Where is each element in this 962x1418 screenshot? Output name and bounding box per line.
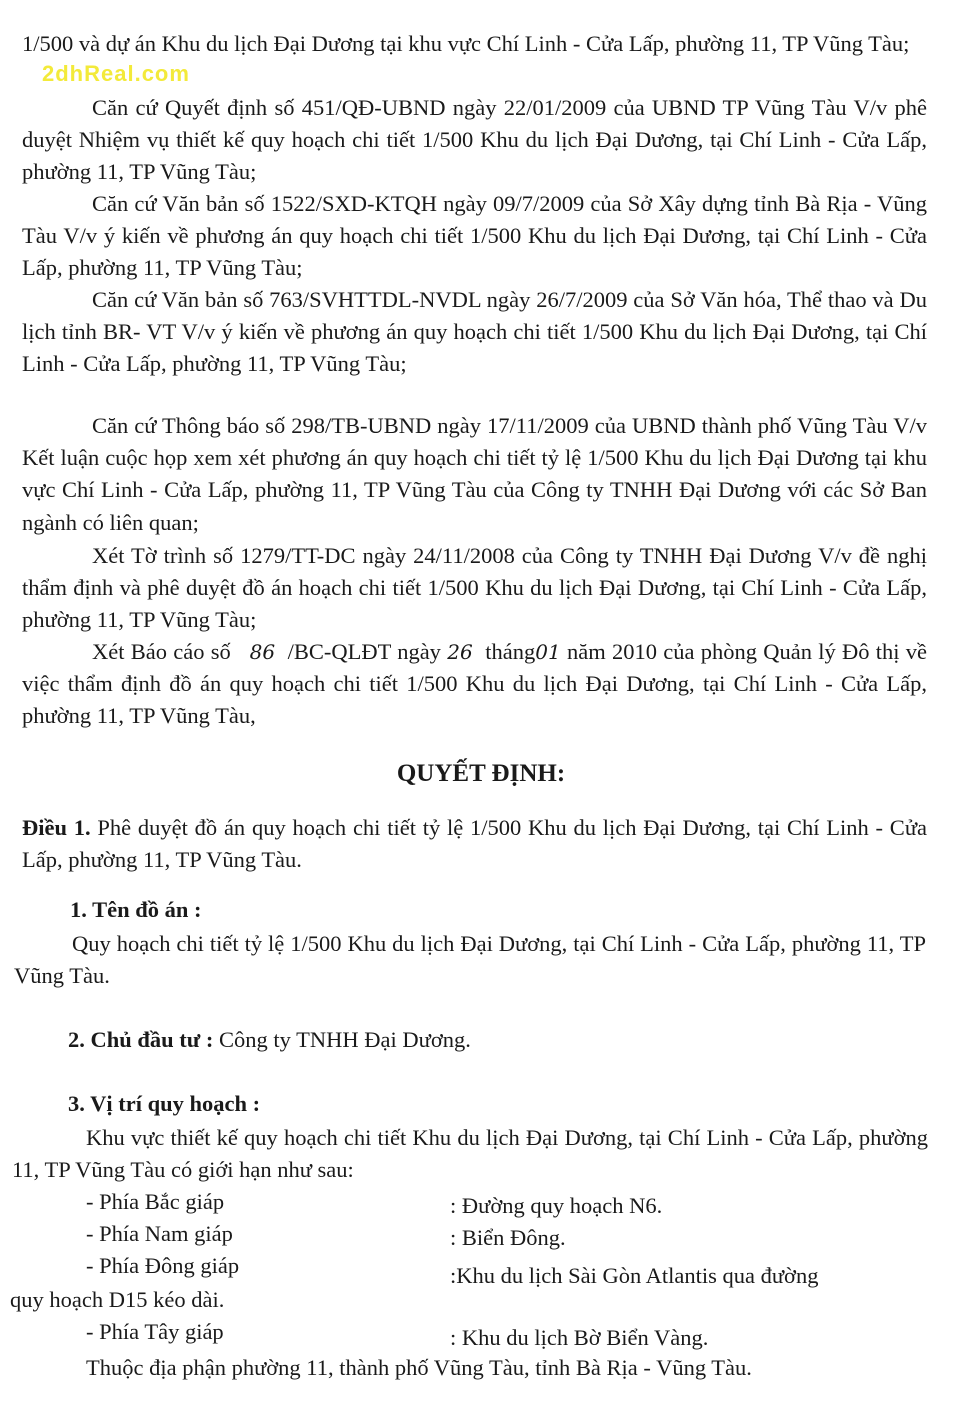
section-2 [68, 1024, 471, 1056]
intro-paragraph-3: Căn cứ Văn bản số 763/SVHTTDL-NVDL ngày 26/7/2009 của Sở Văn hóa, Thể thao và Du lịch tỉnh BR- VT V/v ý kiến về phương án quy hoạch chi tiết 1/500 Khu du lịch Đại Dương, tại Chí Linh - Cửa Lấp, phường 11, TP Vũng Tàu; [22, 287, 927, 377]
article-1-text: Phê duyệt đồ án quy hoạch chi tiết tỷ lệ 1/500 Khu du lịch Đại Dương, tại Chí Linh - Cửa Lấp, phường 11, TP Vũng Tàu. [22, 815, 927, 873]
west-border-label: - Phía Tây giáp [86, 1319, 224, 1344]
east-border-label: - Phía Đông giáp [86, 1253, 240, 1278]
decision-heading: QUYẾT ĐỊNH: [396, 760, 566, 787]
section-3-title: 3. Vị trí quy hoạch : [68, 1091, 261, 1116]
north-border-label: - Phía Bắc giáp [86, 1189, 225, 1214]
intro-paragraph-5: Xét Tờ trình số 1279/TT-DC ngày 24/11/2008 của Công ty TNHH Đại Dương V/v đề nghị thẩm định và phê duyệt đồ án hoạch chi tiết 1/500 Khu du lịch Đại Dương, tại Chí Linh - Cửa Lấp, phường 11, TP Vũng Tàu; [22, 543, 927, 633]
intro-paragraph-2: Căn cứ Văn bản số 1522/SXD-KTQH ngày 09/7/2009 của Sở Xây dựng tỉnh Bà Rịa - Vũng Tàu V/v ý kiến về phương án quy hoạch chi tiết 1/500 Khu du lịch Đại Dương, tại Chí Linh - Cửa Lấp, phường 11, TP Vũng Tàu; [22, 191, 927, 281]
section-1-title: 1. Tên đồ án : [70, 897, 202, 922]
intro-paragraph-6 [22, 636, 927, 733]
report-text-a: Xét Báo cáo số [92, 639, 231, 664]
section-3-closing: Thuộc địa phận phường 11, thành phố Vũng Tàu, tỉnh Bà Rịa - Vũng Tàu. [86, 1355, 752, 1380]
section-1-text: Quy hoạch chi tiết tỷ lệ 1/500 Khu du lịch Đại Dương, tại Chí Linh - Cửa Lấp, phường 11, TP Vũng Tàu. [14, 931, 926, 989]
report-text-b: /BC-QLĐT ngày [287, 639, 441, 664]
south-border-label: - Phía Nam giáp [86, 1221, 233, 1246]
intro-paragraph-0: 1/500 và dự án Khu du lịch Đại Dương tại khu vực Chí Linh - Cửa Lấp, phường 11, TP Vũng Tàu; [22, 31, 910, 56]
east-border-continuation: quy hoạch D15 kéo dài. [10, 1287, 225, 1312]
east-border-value: :Khu du lịch Sài Gòn Atlantis qua đường [450, 1263, 819, 1288]
report-month-handwritten: 01 [535, 640, 561, 664]
report-text-c: tháng [485, 639, 536, 664]
intro-paragraph-4: Căn cứ Thông báo số 298/TB-UBND ngày 17/11/2009 của UBND thành phố Vũng Tàu V/v Kết luận cuộc họp xem xét phương án quy hoạch chi tiết tỷ lệ 1/500 Khu du lịch Đại Dương tại khu vực Chí Linh - Cửa Lấp, phường 11, TP Vũng Tàu của Công ty TNHH Đại Dương với các Sở Ban ngành có liên quan; [22, 413, 927, 535]
west-border-value: : Khu du lịch Bờ Biển Vàng. [450, 1325, 709, 1350]
intro-paragraph-1: Căn cứ Quyết định số 451/QĐ-UBND ngày 22/01/2009 của UBND TP Vũng Tàu V/v phê duyệt Nhiệm vụ thiết kế quy hoạch chi tiết 1/500 Khu du lịch Đại Dương, tại Chí Linh - Cửa Lấp, phường 11, TP Vũng Tàu; [22, 95, 927, 185]
report-text-d: năm 2010 của phòng Quản lý Đô thị về việc thẩm định đồ án quy hoạch chi tiết 1/500 Khu du lịch Đại Dương, tại Chí Linh - Cửa Lấp, phường 11, TP Vũng Tàu, [22, 639, 928, 729]
south-border-value: : Biển Đông. [450, 1225, 566, 1250]
north-border-value: : Đường quy hoạch N6. [450, 1193, 663, 1218]
section-3-intro: Khu vực thiết kế quy hoạch chi tiết Khu du lịch Đại Dương, tại Chí Linh - Cửa Lấp, phường 11, TP Vũng Tàu có giới hạn như sau: [12, 1125, 928, 1183]
report-number-handwritten: 86 [249, 640, 276, 664]
article-1 [22, 812, 927, 876]
section-2-text: Công ty TNHH Đại Dương. [219, 1027, 471, 1052]
watermark: 2dhReal.com [42, 61, 190, 86]
section-2-title: 2. Chủ đầu tư : [68, 1027, 214, 1052]
article-1-label: Điều 1. [22, 815, 91, 840]
report-day-handwritten: 26 [447, 640, 473, 664]
